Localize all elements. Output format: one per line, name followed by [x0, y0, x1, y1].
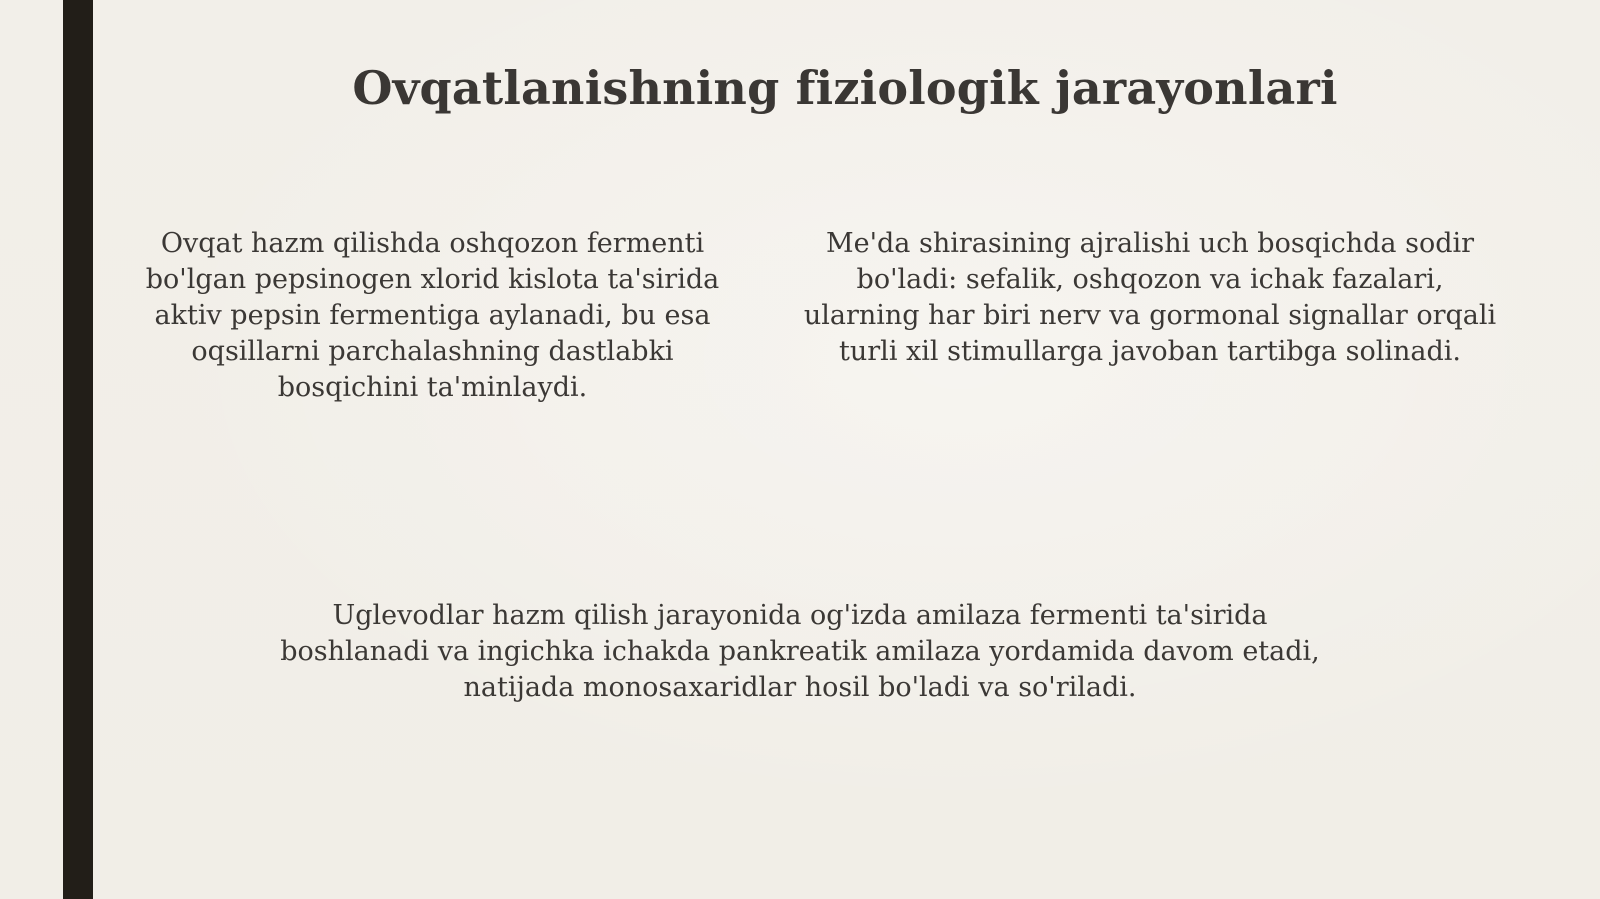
paragraph-bottom: Uglevodlar hazm qilish jarayonida og'izda amilaza fermenti ta'sirida boshlanadi va ingichka ichakda pankreatik amilaza yordamida davom etadi, natijada monosaxaridlar hosil bo'ladi va so'riladi.: [280, 600, 1320, 703]
accent-bar: [63, 0, 93, 899]
slide-title: Ovqatlanishning fiziologik jarayonlari: [352, 61, 1338, 115]
paragraph-right: Me'da shirasining ajralishi uch bosqichda sodir bo'ladi: sefalik, oshqozon va ichak fazalari, ularning har biri nerv va gormonal signallar orqali turli xil stimullarga javoban tartibga solinadi.: [803, 228, 1497, 367]
paragraph-left: Ovqat hazm qilishda oshqozon fermenti bo'lgan pepsinogen xlorid kislota ta'sirida aktiv pepsin fermentiga aylanadi, bu esa oqsillarni parchalashning dastlabki bosqichini ta'minlaydi.: [145, 228, 720, 403]
